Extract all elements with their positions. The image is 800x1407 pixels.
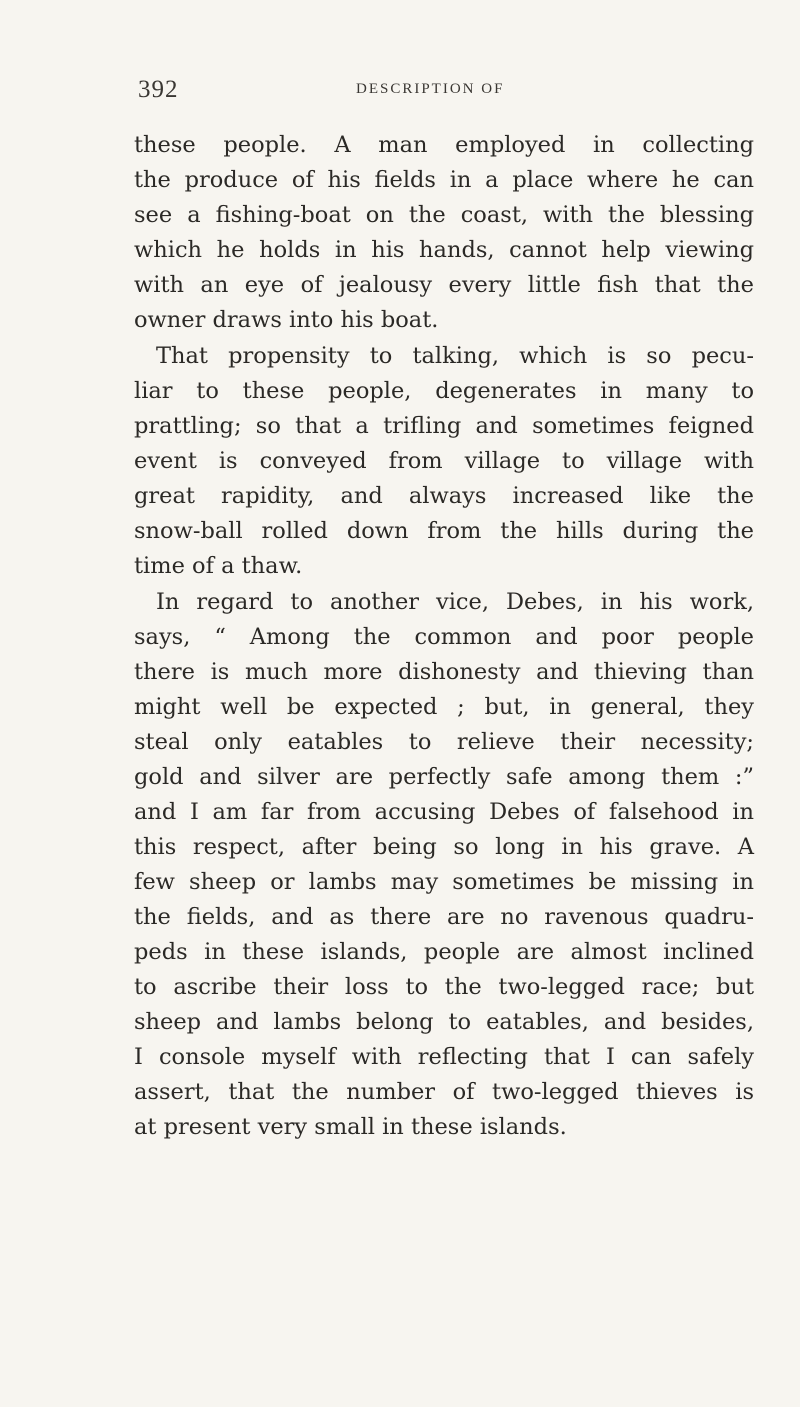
text-line: few sheep or lambs may sometimes be missing in [134, 869, 754, 895]
text-line: That propensity to talking, which is so pecu- [156, 343, 754, 369]
text-line: steal only eatables to relieve their necessity; [134, 729, 754, 755]
text-line: with an eye of jealousy every little fish that the [134, 272, 754, 298]
text-line: peds in these islands, people are almost inclined [134, 939, 754, 965]
text-line: assert, that the number of two-legged thieves is [134, 1079, 754, 1105]
text-line: sheep and lambs belong to eatables, and besides, [134, 1009, 754, 1035]
text-line: this respect, after being so long in his grave. A [134, 834, 754, 860]
text-line: snow-ball rolled down from the hills during the [134, 518, 754, 544]
text-line: the fields, and as there are no ravenous quadru- [134, 904, 754, 930]
text-line: might well be expected ; but, in general, they [134, 694, 754, 720]
page-header [138, 76, 568, 106]
page-number: 392 [138, 76, 179, 103]
text-line: to ascribe their loss to the two-legged race; but [134, 974, 754, 1000]
text-line: great rapidity, and always increased like the [134, 483, 754, 509]
text-line: event is conveyed from village to village with [134, 448, 754, 474]
text-line: at present very small in these islands. [134, 1114, 567, 1140]
text-line: In regard to another vice, Debes, in his work, [156, 589, 754, 615]
text-line: owner draws into his boat. [134, 307, 439, 333]
text-line: the produce of his fields in a place where he can [134, 167, 754, 193]
text-line: I console myself with reflecting that I can safely [134, 1044, 754, 1070]
text-line: these people. A man employed in collecting [134, 132, 754, 158]
running-head: DESCRIPTION OF [356, 81, 505, 97]
text-line: see a fishing-boat on the coast, with the blessing [134, 202, 754, 228]
text-line: which he holds in his hands, cannot help viewing [134, 237, 754, 263]
text-line: gold and silver are perfectly safe among them :” [134, 764, 754, 790]
text-line: time of a thaw. [134, 553, 303, 579]
text-line: and I am far from accusing Debes of falsehood in [134, 799, 754, 825]
text-line: there is much more dishonesty and thieving than [134, 659, 754, 685]
text-line: prattling; so that a trifling and sometimes feigned [134, 413, 754, 439]
text-line: liar to these people, degenerates in many to [134, 378, 754, 404]
text-line: says, “ Among the common and poor people [134, 624, 754, 650]
